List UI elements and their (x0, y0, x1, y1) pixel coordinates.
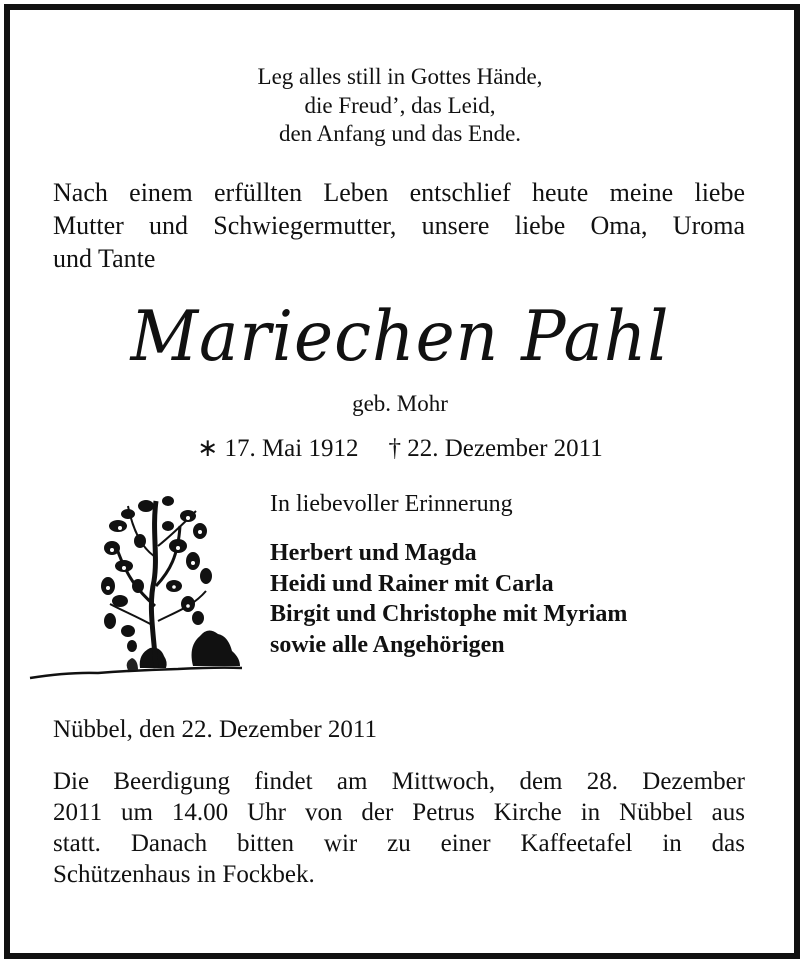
intro-text (53, 176, 745, 275)
maiden-name: geb. Mohr (352, 391, 448, 416)
mourner-name: Birgit und Christophe mit Myriam (270, 601, 628, 627)
place-date: Nübbel, den 22. Dezember 2011 (53, 716, 377, 743)
verse-line: Leg alles still in Gottes Hände, (257, 64, 543, 89)
intro-line: Nach einem erfüllten Leben entschlief heute meine liebe (53, 178, 745, 207)
life-dates (0, 434, 800, 464)
bible-verse (0, 63, 800, 149)
mourner-name: sowie alle Angehörigen (270, 631, 505, 658)
verse-line: die Freud’, das Leid, (304, 92, 496, 118)
funeral-line: Die Beerdigung findet am Mittwoch, dem 28. Dezember (53, 768, 745, 795)
birth-symbol: ∗ (197, 435, 219, 462)
verse-line: den Anfang und das Ende. (278, 121, 522, 146)
mourners-list (270, 538, 627, 660)
intro-line: Mutter und Schwiegermutter, unsere liebe Oma, Uroma (53, 211, 745, 240)
death-date: 22. Dezember 2011 (407, 435, 603, 462)
intro-line: und Tante (53, 244, 156, 273)
birth-date: 17. Mai 1912 (224, 435, 359, 462)
memory-line: In liebevoller Erinnerung (270, 491, 513, 517)
funeral-details (53, 766, 745, 890)
deceased-name: Mariechen Pahl (130, 296, 670, 377)
funeral-line: 2011 um 14.00 Uhr von der Petrus Kirche in Nübbel aus (53, 799, 745, 826)
funeral-line: Schützenhaus in Fockbek. (53, 861, 315, 888)
funeral-line: statt. Danach bitten wir zu einer Kaffeetafel in das (53, 830, 745, 857)
death-symbol: † (388, 435, 401, 462)
mourner-name: Heidi und Rainer mit Carla (270, 570, 554, 597)
birch-tree-icon (28, 486, 246, 686)
mourner-name: Herbert und Magda (270, 540, 477, 566)
